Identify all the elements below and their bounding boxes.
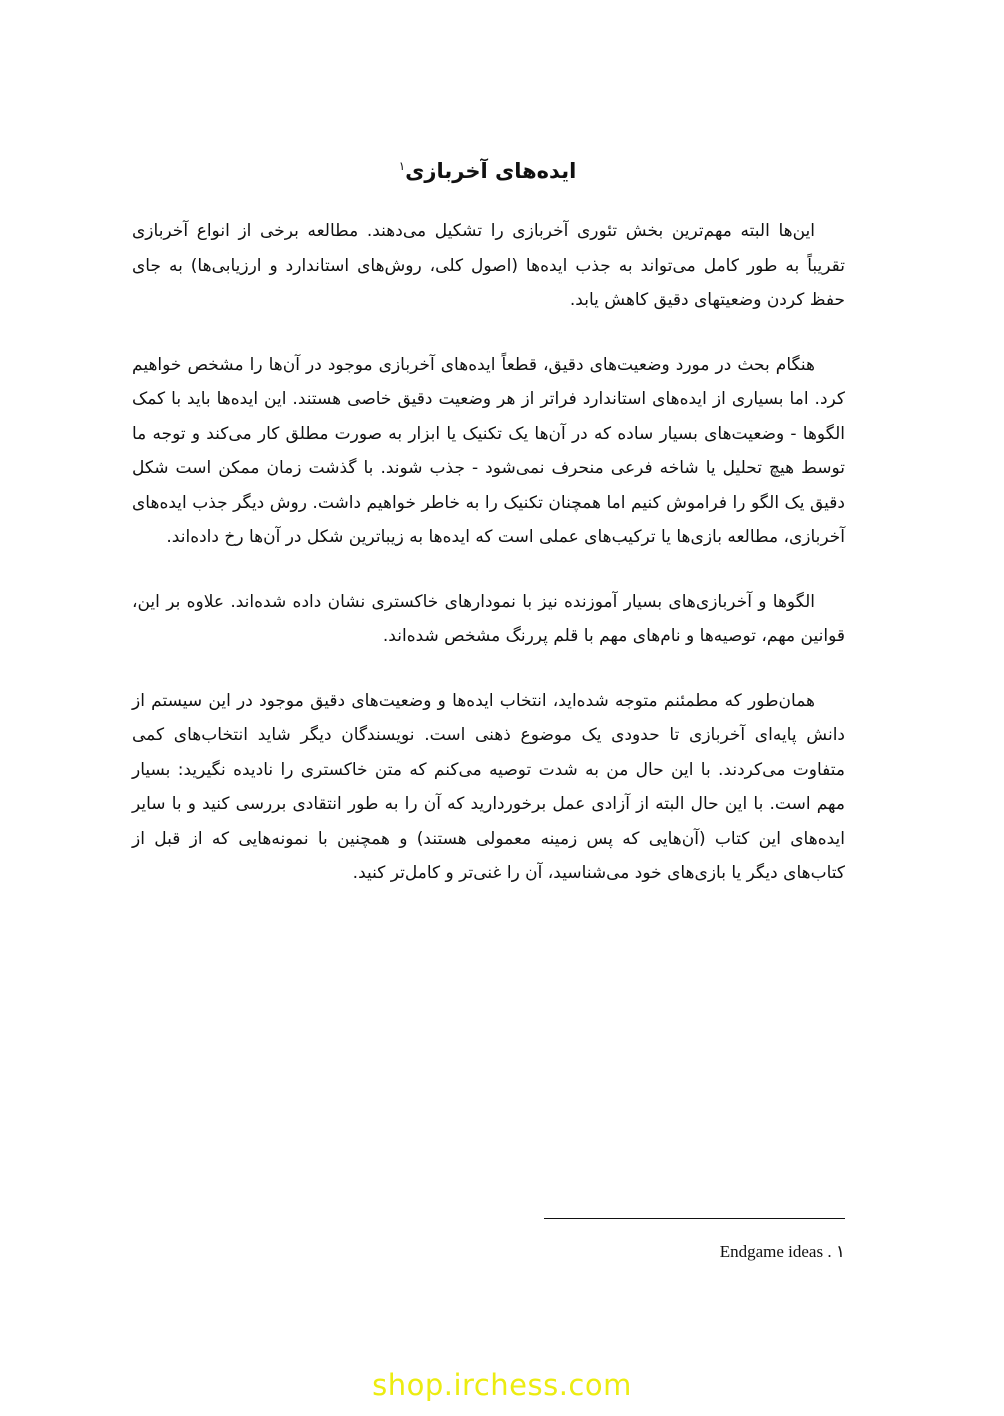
- watermark: shop.irchess.com: [372, 1368, 632, 1402]
- title-footnote-marker: ۱: [398, 159, 406, 173]
- page-title: [130, 148, 845, 189]
- footnote-text: Endgame ideas: [719, 1242, 824, 1261]
- footnote: [720, 1240, 845, 1264]
- paragraph-3: الگوها و آخربازی‌های بسیار آموزنده نیز با نمودارهای خاکستری نشان داده شده‌اند. علاوه بر این، قوانین مهم، توصیه‌ها و نام‌های مهم با قلم پررنگ مشخص شده‌اند.: [132, 591, 845, 646]
- footnote-number: ۱ .: [827, 1242, 845, 1261]
- body-text: [132, 214, 845, 921]
- footnote-separator: [544, 1218, 845, 1219]
- paragraph-1: این‌ها البته مهم‌ترین بخش تئوری آخربازی را تشکیل می‌دهند. مطالعه برخی از انواع آخربازی تقریباً به طور کامل می‌تواند به جذب ایده‌ها (اصول کلی، روش‌های استاندارد و ارزیابی‌ها) به جای حفظ کردن وضعیتهای دقیق کاهش یابد.: [132, 221, 845, 310]
- paragraph-4: همان‌طور که مطمئنم متوجه شده‌اید، انتخاب ایده‌ها و وضعیت‌های دقیق موجود در این سیستم از دانش پایه‌ای آخربازی تا حدودی یک موضوع ذهنی است. نویسندگان دیگر شاید انتخاب‌های کمی متفاوت می‌کردند. با این حال من به شدت توصیه می‌کنم که متن خاکستری را نادیده نگیرید: بسیار مهم است. با این حال البته از آزادی عمل برخوردارید که آن را به طور انتقادی بررسی کنید و با سایر ایده‌های این کتاب (آن‌هایی که پس زمینه معمولی هستند) و همچنین با نمونه‌هایی که از قبل از کتاب‌های دیگر یا بازی‌های خود می‌شناسید، آن را غنی‌تر و کامل‌تر کنید.: [132, 690, 845, 883]
- title-text: ایده‌های آخربازی: [405, 159, 577, 183]
- paragraph-2: هنگام بحث در مورد وضعیت‌های دقیق، قطعاً ایده‌های آخربازی موجود در آن‌ها را مشخص خواهیم کرد. اما بسیاری از ایده‌های استاندارد فراتر از هر وضعیت دقیق خاصی هستند. این ایده‌ها باید با کمک الگوها - وضعیت‌های بسیار ساده که در آن‌ها یک تکنیک یا ابزار به صورت مطلق کار می‌کند و توجه ما توسط هیچ تحلیل یا شاخه فرعی منحرف نمی‌شود - جذب شوند. با گذشت زمان ممکن است شکل دقیق یک الگو را فراموش کنیم اما همچنان تکنیک را به خاطر خواهیم داشت. روش دیگر جذب ایده‌های آخربازی، مطالعه بازی‌ها یا ترکیب‌های عملی است که ایده‌ها به زیباترین شکل در آن‌ها رخ داده‌اند.: [132, 354, 845, 547]
